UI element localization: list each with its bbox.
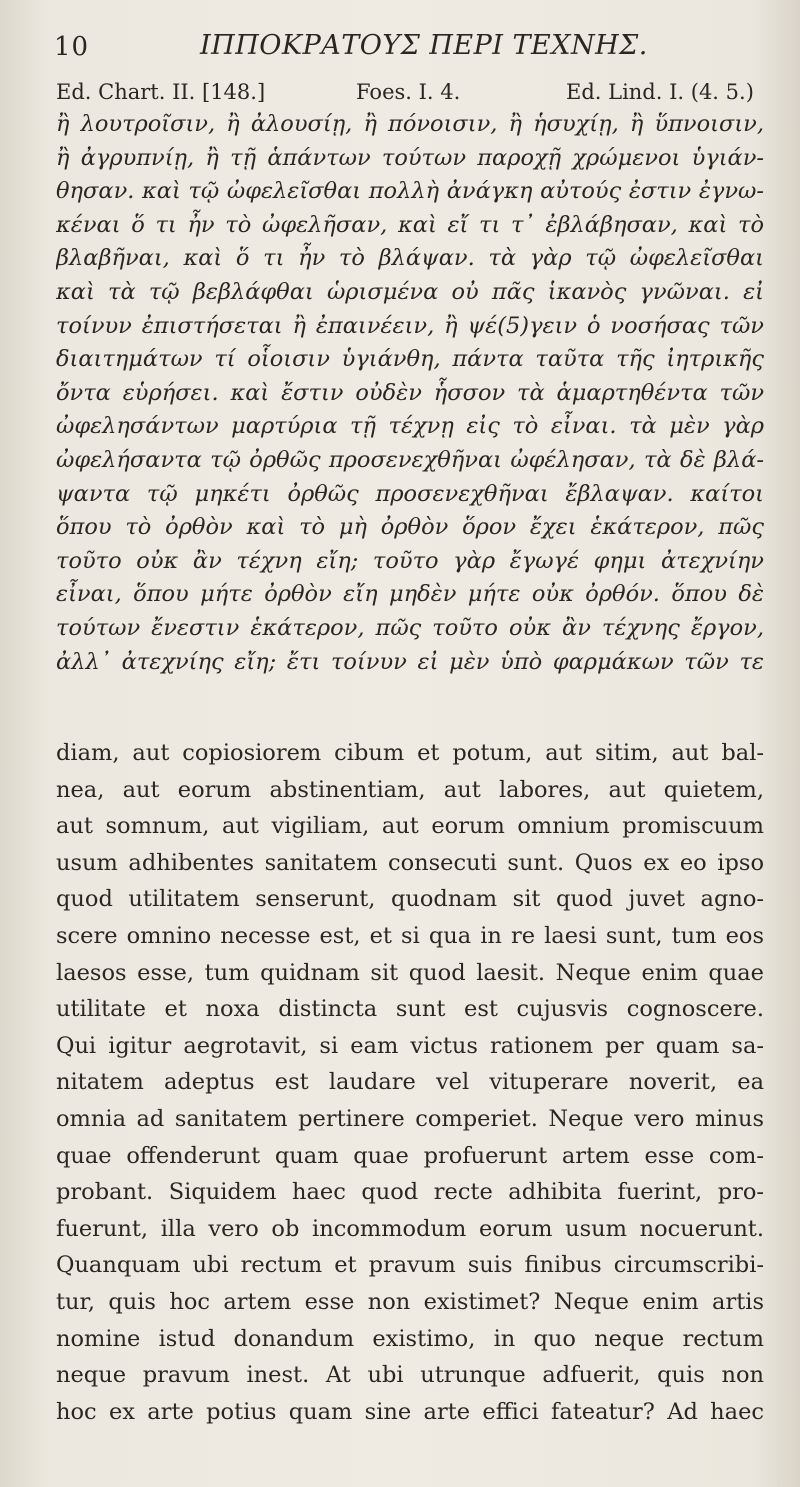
- latin-line: tur, quis hoc artem esse non existimet? Neque enim artis: [56, 1288, 764, 1315]
- latin-line: usum adhibentes sanitatem consecuti sunt. Quos ex eo ipso: [56, 849, 764, 876]
- greek-line: ἢ λουτροῖσιν, ἢ ἀλουσίῃ, ἢ πόνοισιν, ἢ ἡσυχίῃ, ἢ ὕπνοισιν,: [56, 111, 764, 137]
- greek-text: [56, 108, 764, 679]
- edition-chart-ref: Ed. Chart. II. [148.]: [56, 80, 266, 104]
- greek-line: θησαν. καὶ τῷ ὠφελεῖσθαι πολλὴ ἀνάγκη αὐτούς ἐστιν ἐγνω-: [56, 178, 764, 205]
- page-header: [40, 22, 760, 62]
- greek-line: ὅπου τὸ ὀρθὸν καὶ τὸ μὴ ὀρθὸν ὅρον ἔχει ἑκάτερον, πῶς: [56, 514, 764, 541]
- page-number: 10: [54, 32, 90, 62]
- latin-line: quae offenderunt quam quae profuerunt artem esse com-: [56, 1142, 764, 1169]
- latin-line: aut somnum, aut vigiliam, aut eorum omnium promiscuum: [56, 813, 764, 840]
- running-title: ΙΠΠΟΚΡΑΤΟΥΣ ΠΕΡΙ ΤΕΧΝΗΣ.: [200, 30, 648, 61]
- edition-foes-ref: Foes. I. 4.: [356, 80, 461, 104]
- latin-line: quod utilitatem senserunt, quodnam sit quod juvet agno-: [56, 886, 764, 913]
- greek-line: καὶ τὰ τῷ βεβλάφθαι ὡρισμένα οὐ πᾶς ἱκανὸς γνῶναι. εἰ: [56, 278, 764, 305]
- edition-lind-ref: Ed. Lind. I. (4. 5.): [566, 80, 754, 104]
- greek-line: τοῦτο οὐκ ἂν τέχνη εἴη; τοῦτο γὰρ ἔγωγέ φημι ἀτεχνίην: [56, 547, 764, 574]
- greek-line: ὠφελήσαντα τῷ ὀρθῶς προσενεχθῆναι ὠφέλησαν, τὰ δὲ βλά-: [56, 446, 764, 473]
- greek-line: εἶναι, ὅπου μήτε ὀρθὸν εἴη μηδὲν μήτε οὐκ ὀρθόν. ὅπου δὲ: [56, 581, 764, 608]
- latin-line: scere omnino necesse est, et si qua in re laesi sunt, tum eos: [56, 922, 764, 949]
- greek-line: τοίνυν ἐπιστήσεται ἢ ἐπαινέειν, ἢ ψέ(5)γειν ὁ νοσήσας τῶν: [56, 312, 764, 339]
- greek-line: ὄντα εὑρήσει. καὶ ἔστιν οὐδὲν ἧσσον τὰ ἁμαρτηθέντα τῶν: [56, 379, 764, 406]
- latin-text: [56, 735, 764, 1430]
- greek-line: τούτων ἔνεστιν ἑκάτερον, πῶς τοῦτο οὐκ ἂν τέχνης ἔργον,: [56, 614, 764, 641]
- latin-line: probant. Siquidem haec quod recte adhibita fuerint, pro-: [56, 1179, 764, 1206]
- latin-line: laesos esse, tum quidnam sit quod laesit. Neque enim quae: [56, 959, 764, 986]
- greek-line: ψαντα τῷ μηκέτι ὀρθῶς προσενεχθῆναι ἔβλαψαν. καίτοι: [56, 480, 764, 507]
- latin-line: neque pravum inest. At ubi utrunque adfuerit, quis non: [56, 1362, 764, 1389]
- greek-line: βλαβῆναι, καὶ ὅ τι ἦν τὸ βλάψαν. τὰ γὰρ τῷ ὠφελεῖσθαι: [56, 245, 764, 272]
- latin-line: fuerunt, illa vero ob incommodum eorum usum nocuerunt.: [56, 1215, 764, 1242]
- greek-line: κέναι ὅ τι ἦν τὸ ὠφελῆσαν, καὶ εἴ τι τ᾽ ἐβλάβησαν, καὶ τὸ: [56, 211, 764, 238]
- greek-line: ἀλλ᾽ ἀτεχνίης εἴη; ἔτι τοίνυν εἰ μὲν ὑπὸ φαρμάκων τῶν τε: [56, 648, 764, 675]
- latin-line: nitatem adeptus est laudare vel vituperare noverit, ea: [56, 1069, 764, 1096]
- latin-line: omnia ad sanitatem pertinere comperiet. Neque vero minus: [56, 1105, 764, 1132]
- latin-line: Quanquam ubi rectum et pravum suis finibus circumscribi-: [56, 1252, 764, 1279]
- latin-line: nomine istud donandum existimo, in quo neque rectum: [56, 1325, 764, 1352]
- greek-line: διαιτημάτων τί οἷοισιν ὑγιάνθη, πάντα ταῦτα τῆς ἰητρικῆς: [56, 346, 764, 373]
- latin-line: Qui igitur aegrotavit, si eam victus rationem per quam sa-: [56, 1032, 764, 1059]
- latin-line: nea, aut eorum abstinentiam, aut labores, aut quietem,: [56, 776, 764, 803]
- greek-line: ἢ ἀγρυπνίῃ, ἢ τῇ ἁπάντων τούτων παροχῇ χρώμενοι ὑγιάν-: [56, 144, 764, 171]
- latin-line: diam, aut copiosiorem cibum et potum, aut sitim, aut bal-: [56, 740, 764, 766]
- greek-line: ὠφελησάντων μαρτύρια τῇ τέχνῃ εἰς τὸ εἶναι. τὰ μὲν γὰρ: [56, 413, 764, 440]
- latin-line: utilitate et noxa distincta sunt est cujusvis cognoscere.: [56, 996, 764, 1023]
- latin-line: hoc ex arte potius quam sine arte effici fateatur? Ad haec: [56, 1398, 764, 1425]
